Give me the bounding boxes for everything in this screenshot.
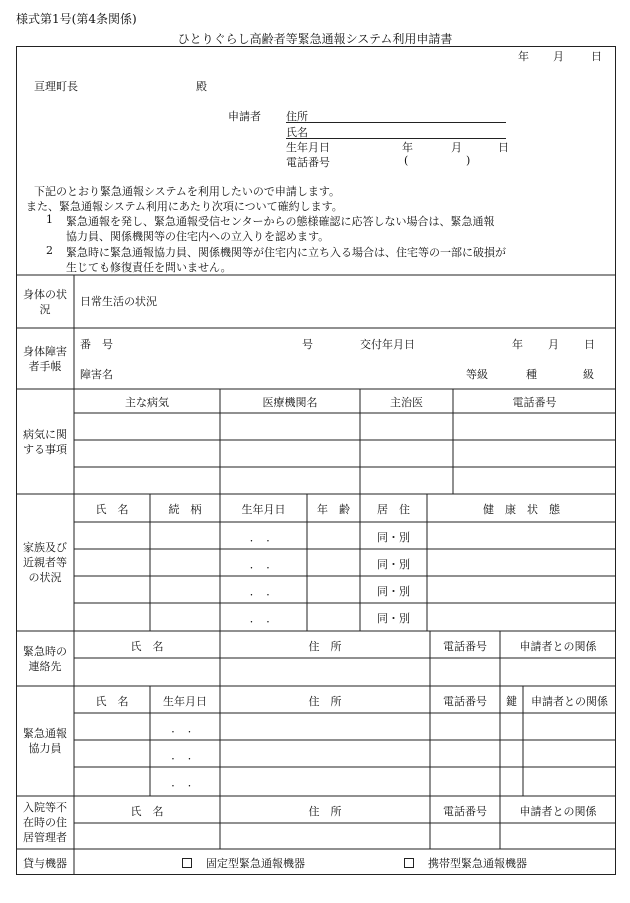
applicant-label: 申請者	[228, 110, 261, 123]
birth-day: 日	[498, 141, 509, 154]
family-header-health: 健 康 状 態	[483, 503, 560, 516]
family-row1-residence: 同・別	[377, 531, 410, 544]
cooperator-header-phone: 電話番号	[443, 695, 487, 708]
handbook-go-label: 号	[302, 338, 313, 351]
family-header-residence: 居 住	[377, 503, 410, 516]
illness-header-phone: 電話番号	[512, 396, 557, 409]
cooperator-header-key: 鍵	[506, 695, 517, 708]
family-row4-residence: 同・別	[377, 612, 410, 625]
item2-line2: 生じても修復責任を問いません。	[66, 261, 232, 274]
cooperator-row3-date: ． ．	[171, 776, 199, 789]
kyu-label: 級	[583, 368, 594, 381]
addressee-mayor: 亘理町長	[34, 80, 78, 93]
grade-label: 等級	[466, 368, 488, 381]
family-row3-date: ． ．	[249, 585, 278, 598]
absence-header-address: 住 所	[308, 805, 342, 818]
family-row4-date: ． ．	[249, 612, 278, 625]
daily-life-label: 日常生活の状況	[80, 295, 157, 308]
applicant-name-label: 氏名	[286, 126, 308, 139]
cooperator-header-birthdate: 生年月日	[163, 695, 207, 708]
cooperator-header-address: 住 所	[308, 695, 342, 708]
family-label: 家族及び 近親者等 の状況	[23, 541, 67, 584]
fixed-device-checkbox[interactable]	[182, 858, 192, 868]
birth-year: 年	[402, 141, 413, 154]
portable-device-label: 携帯型緊急通報機器	[428, 857, 527, 870]
item1-line1: 緊急通報を発し、緊急通報受信センターからの態様確認に応答しない場合は、緊急通報	[66, 215, 495, 228]
family-header-relation: 続 柄	[168, 503, 202, 516]
form-grid	[16, 46, 616, 875]
applicant-birthdate-label: 生年月日	[286, 141, 330, 154]
cooperator-header-relation: 申請者との関係	[531, 695, 608, 708]
emergency-label: 緊急時の 連絡先	[23, 645, 67, 673]
statement-line1: 下記のとおり緊急通報システムを利用したいので申請します。	[34, 185, 341, 198]
handbook-number-label: 番 号	[80, 338, 113, 351]
family-row2-date: ． ．	[249, 558, 278, 571]
applicant-phone-label: 電話番号	[286, 156, 330, 169]
issue-year: 年	[512, 338, 523, 351]
family-header-birthdate: 生年月日	[241, 503, 286, 516]
illness-header-doctor: 主治医	[390, 396, 423, 409]
family-row3-residence: 同・別	[377, 585, 410, 598]
date-year: 年	[518, 50, 529, 63]
fixed-device-option[interactable]	[182, 855, 305, 871]
issue-date-label: 交付年月日	[360, 338, 415, 351]
issue-day: 日	[584, 338, 595, 351]
issue-month: 月	[548, 338, 559, 351]
absence-header-phone: 電話番号	[443, 805, 487, 818]
absence-header-name: 氏 名	[130, 805, 164, 818]
birth-month: 月	[451, 141, 462, 154]
phone-open-paren: (	[404, 154, 409, 167]
absence-header-relation: 申請者との関係	[519, 805, 597, 818]
item1-number: 1	[46, 213, 53, 226]
fixed-device-label: 固定型緊急通報機器	[206, 857, 305, 870]
application-form	[16, 46, 616, 875]
disability-label: 身体障害 者手帳	[23, 345, 67, 373]
family-row1-date: ． ．	[249, 531, 278, 544]
cooperator-header-name: 氏 名	[95, 695, 129, 708]
portable-device-option[interactable]	[404, 855, 527, 871]
portable-device-checkbox[interactable]	[404, 858, 414, 868]
emergency-header-name: 氏 名	[130, 640, 164, 653]
family-header-age: 年 齢	[317, 503, 350, 516]
absence-label: 入院等不 在時の住 居管理者	[23, 801, 67, 844]
family-row2-residence: 同・別	[377, 558, 410, 571]
phone-close-paren: )	[466, 154, 471, 167]
date-month: 月	[553, 50, 564, 63]
family-header-name: 氏 名	[95, 503, 129, 516]
emergency-header-relation: 申請者との関係	[519, 640, 597, 653]
devices-label: 貸与機器	[23, 857, 67, 870]
physical-label: 身体の状 況	[23, 288, 67, 316]
illness-header-disease: 主な病気	[125, 396, 169, 409]
illness-header-institution: 医療機関名	[262, 396, 318, 409]
address-underline	[286, 122, 506, 123]
page-title: ひとりぐらし高齢者等緊急通報システム利用申請書	[177, 32, 453, 46]
illness-label: 病気に関 する事項	[23, 428, 67, 456]
emergency-header-address: 住 所	[308, 640, 342, 653]
statement-line2: また、緊急通報システム利用にあたり次項について確約します。	[26, 200, 343, 213]
addressee-honorific: 殿	[196, 80, 207, 93]
item2-number: 2	[46, 244, 53, 257]
item1-line2: 協力員、関係機関等の住宅内への立入りを認めます。	[66, 230, 330, 243]
emergency-header-phone: 電話番号	[443, 640, 487, 653]
cooperator-label: 緊急通報 協力員	[23, 727, 67, 755]
date-day: 日	[591, 50, 602, 63]
applicant-address-label: 住所	[286, 110, 308, 123]
item2-line1: 緊急時に緊急通報協力員、関係機関等が住宅内に立ち入る場合は、住宅等の一部に破損が	[66, 246, 506, 259]
cooperator-row1-date: ． ．	[171, 722, 199, 735]
form-number: 様式第1号(第4条関係)	[16, 12, 137, 26]
kind-label: 種	[526, 368, 537, 381]
cooperator-row2-date: ． ．	[171, 749, 199, 762]
disability-name-label: 障害名	[80, 368, 113, 381]
